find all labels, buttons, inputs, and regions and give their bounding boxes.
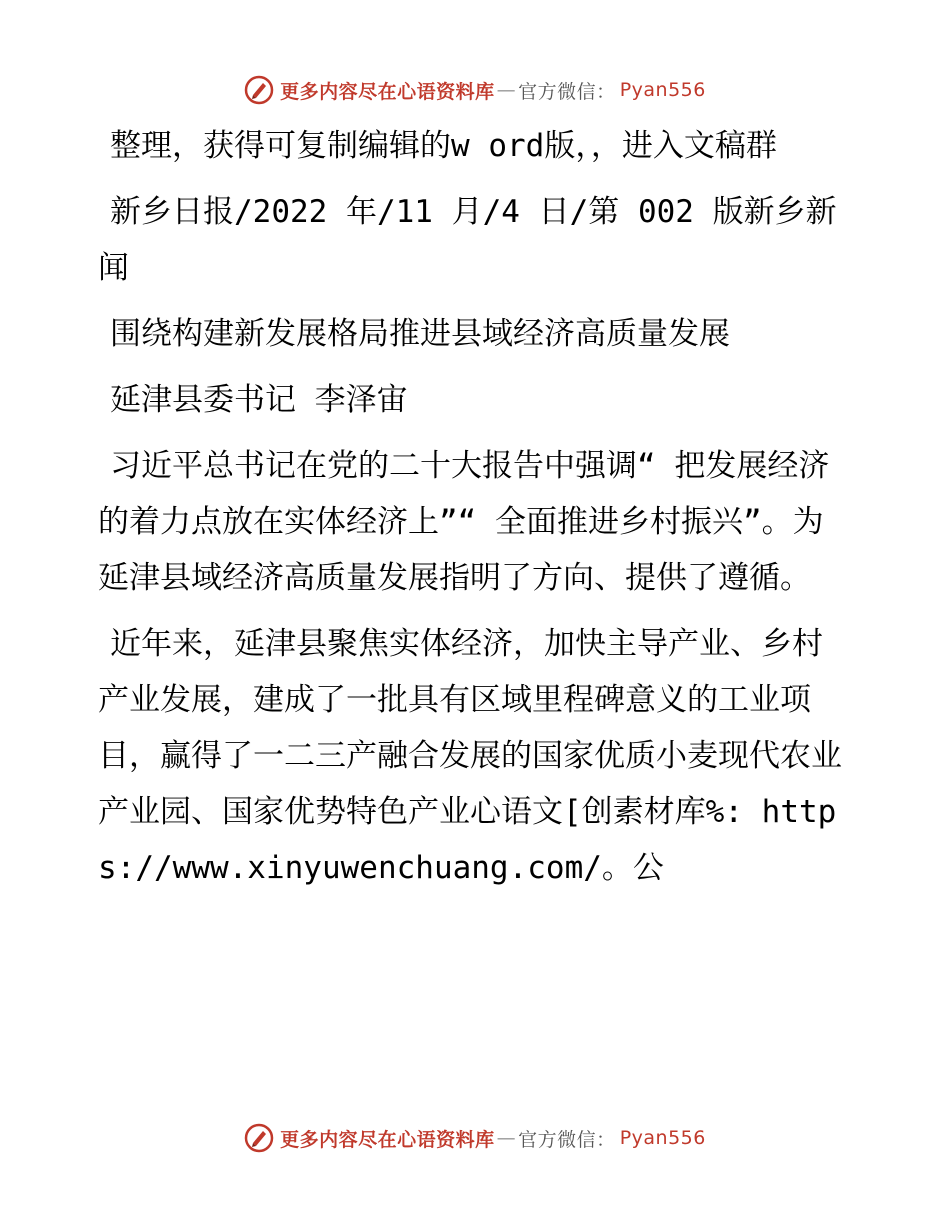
document-body [98, 118, 850, 906]
banner-official-label: 官方微信： [518, 1128, 616, 1151]
author-line: 延津县委书记 李泽宙 [110, 382, 408, 418]
banner-wechat-id: Pyan556 [619, 79, 706, 101]
banner-official-label: 官方微信： [518, 80, 616, 103]
source-line: 新乡日报/2022 年/11 月/4 日/第 002 版新乡新闻 [98, 194, 837, 286]
header-banner [0, 72, 950, 108]
footer-banner [0, 1120, 950, 1156]
banner-dash: — [496, 79, 517, 101]
body-paragraph: 习近平总书记在党的二十大报告中强调“ 把发展经济的着力点放在实体经济上”“ 全面推进乡村振兴”。为延津县域经济高质量发展指明了方向、提供了遵循。 [98, 448, 830, 596]
banner-title: 更多内容尽在心语资料库 [280, 1128, 495, 1151]
banner-title: 更多内容尽在心语资料库 [280, 80, 495, 103]
banner-wechat-id: Pyan556 [619, 1127, 706, 1149]
banner-dash: — [496, 1127, 517, 1149]
brand-logo-icon [244, 1123, 274, 1153]
intro-paragraph: 整理，获得可复制编辑的w ord版，，进入文稿群 [110, 128, 777, 164]
article-title: 围绕构建新发展格局推进县域经济高质量发展 [110, 316, 730, 352]
body-paragraph: 近年来，延津县聚焦实体经济，加快主导产业、乡村产业发展，建成了一批具有区域里程碑意义的工业项目，赢得了一二三产融合发展的国家优质小麦现代农业产业园、国家优势特色产业心语文[创素材库%: https://www.xinyuwenchuang.com/。公 [98, 626, 842, 886]
brand-logo-icon [244, 75, 274, 105]
